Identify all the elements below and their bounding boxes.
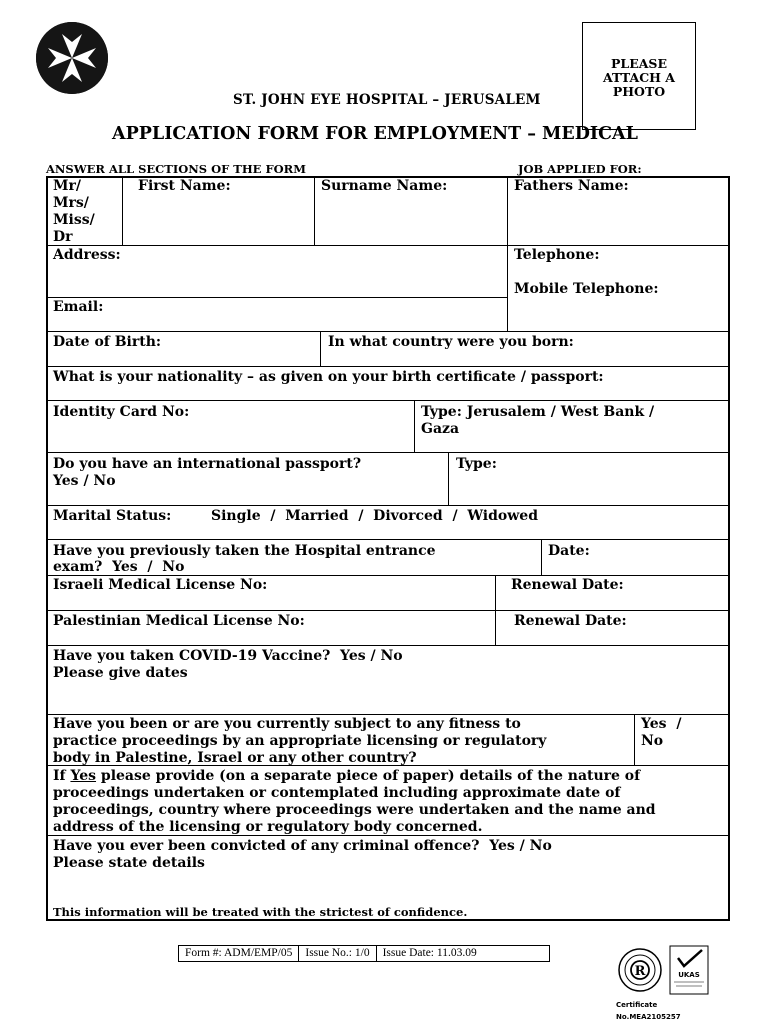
form-number: Form #: ADM/EMP/05 — [179, 946, 299, 961]
title-option-dr[interactable]: Dr — [53, 229, 73, 245]
id-type-line-1[interactable]: Type: Jerusalem / West Bank / — [421, 404, 655, 420]
title-option-miss[interactable]: Miss/ — [53, 212, 95, 228]
certificate-label: Certificate — [616, 1001, 658, 1009]
id-type-line-2[interactable]: Gaza — [421, 421, 460, 437]
marital-status-label: Marital Status: — [53, 508, 172, 524]
certificate-number: No.MEA2105257 — [616, 1013, 681, 1021]
exam-question-line-1: Have you previously taken the Hospital entrance — [53, 543, 436, 559]
if-yes-line-3: proceedings, country where proceedings were undertaken and the name and — [53, 802, 656, 818]
form-title-clip — [112, 124, 638, 148]
job-applied-label: JOB APPLIED FOR: — [518, 162, 642, 176]
exam-question-line-2[interactable]: exam? Yes / No — [53, 559, 185, 575]
title-option-mrs[interactable]: Mrs/ — [53, 195, 89, 211]
if-yes-prefix: If — [53, 768, 71, 784]
form-reference-box — [178, 945, 550, 962]
passport-type-field[interactable]: Type: — [456, 456, 497, 472]
issue-date: Issue Date: 11.03.09 — [382, 947, 477, 959]
fathers-name-field[interactable]: Fathers Name: — [514, 178, 629, 194]
passport-question: Do you have an international passport? — [53, 456, 362, 472]
ukas-mark: UKAS — [678, 971, 700, 979]
fitness-question-line-3: body in Palestine, Israel or any other country? — [53, 750, 417, 766]
confidentiality-note: This information will be treated with the strictest of confidence. — [53, 905, 468, 919]
instruction-text: ANSWER ALL SECTIONS OF THE FORM — [46, 162, 306, 176]
title-options — [53, 178, 95, 246]
fitness-question-line-2: practice proceedings by an appropriate licensing or regulatory — [53, 733, 547, 749]
if-yes-line-4: address of the licensing or regulatory body concerned. — [53, 819, 483, 835]
first-name-field[interactable]: First Name: — [138, 178, 231, 194]
issue-number: Issue No.: 1/0 — [299, 946, 376, 961]
criminal-question[interactable]: Have you ever been convicted of any criminal offence? Yes / No — [53, 838, 552, 854]
palestinian-license-field[interactable]: Palestinian Medical License No: — [53, 613, 305, 629]
surname-field[interactable]: Surname Name: — [321, 178, 448, 194]
address-field[interactable]: Address: — [53, 247, 121, 263]
nationality-field[interactable]: What is your nationality – as given on your birth certificate / passport: — [53, 369, 604, 385]
form-title: APPLICATION FORM FOR EMPLOYMENT – MEDICAL — [112, 124, 638, 144]
attach-photo-box: PLEASE ATTACH A PHOTO — [582, 22, 696, 130]
if-yes-line-2: proceedings undertaken or contemplated including approximate date of — [53, 785, 621, 801]
if-yes-line-1 — [53, 768, 640, 785]
maltese-cross-logo — [36, 22, 108, 94]
passport-yes-no[interactable]: Yes / No — [53, 473, 116, 489]
fitness-question-line-1: Have you been or are you currently subject to any fitness to — [53, 716, 521, 732]
certification-seal-icon — [618, 944, 710, 996]
marital-status-options[interactable]: Single / Married / Divorced / Widowed — [211, 508, 538, 524]
hospital-name: ST. JOHN EYE HOSPITAL – JERUSALEM — [233, 92, 541, 108]
fitness-yes-option[interactable]: Yes / — [641, 716, 682, 732]
if-yes-word: Yes — [70, 768, 97, 784]
criminal-details-field[interactable]: Please state details — [53, 855, 205, 871]
title-option-mr[interactable]: Mr/ — [53, 178, 81, 194]
fitness-no-option[interactable]: No — [641, 733, 664, 749]
palestinian-renewal-field[interactable]: Renewal Date: — [514, 613, 627, 629]
israeli-license-field[interactable]: Israeli Medical License No: — [53, 577, 268, 593]
email-field[interactable]: Email: — [53, 299, 104, 315]
id-card-field[interactable]: Identity Card No: — [53, 404, 190, 420]
mobile-field[interactable]: Mobile Telephone: — [514, 281, 659, 297]
israeli-renewal-field[interactable]: Renewal Date: — [511, 577, 624, 593]
birth-country-field[interactable]: In what country were you born: — [328, 334, 574, 350]
covid-dates-field[interactable]: Please give dates — [53, 665, 188, 681]
if-yes-rest: please provide (on a separate piece of paper) details of the nature of — [96, 768, 641, 784]
covid-question[interactable]: Have you taken COVID-19 Vaccine? Yes / No — [53, 648, 403, 664]
svg-text:R: R — [634, 964, 646, 979]
certification-marks — [618, 944, 710, 996]
dob-field[interactable]: Date of Birth: — [53, 334, 162, 350]
certificate-text — [616, 999, 681, 1023]
telephone-field[interactable]: Telephone: — [514, 247, 600, 263]
exam-date-field[interactable]: Date: — [548, 543, 590, 559]
